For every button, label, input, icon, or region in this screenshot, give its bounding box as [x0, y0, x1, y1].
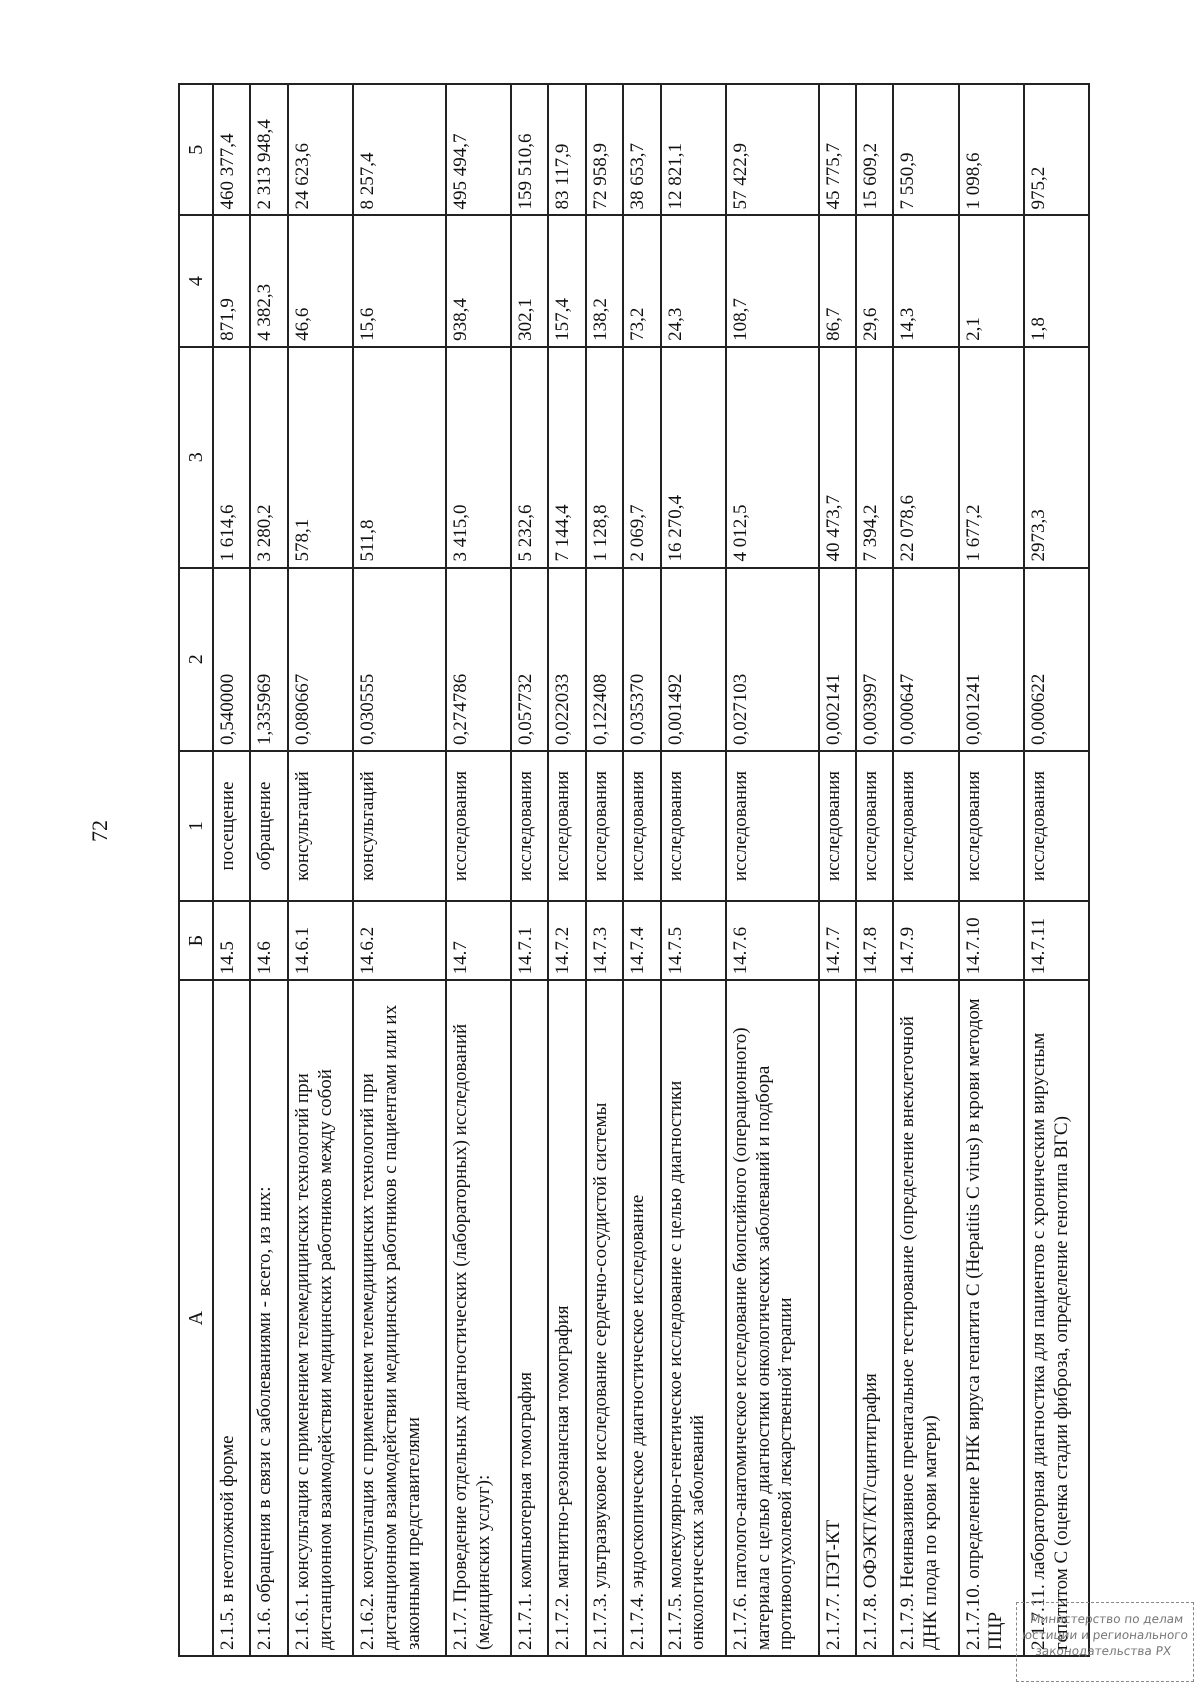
- row-code-cell: 14.7.5: [661, 901, 726, 980]
- row-code-cell: 14.7.8: [856, 901, 893, 980]
- row-value-col4: 302,1: [511, 215, 548, 346]
- row-unit-cell: исследования: [661, 751, 726, 901]
- row-value-col2: 0,027103: [726, 568, 819, 751]
- table-row: [586, 84, 623, 1656]
- row-unit-cell: исследования: [548, 751, 585, 901]
- row-name-cell: 2.1.7.9. Неинвазивное пренатальное тестирование (определение внеклеточной ДНК плода по крови матери): [893, 980, 958, 1656]
- row-name-cell: 2.1.7. Проведение отдельных диагностических (лабораторных) исследований (медицинских услуг):: [446, 980, 511, 1656]
- row-value-col3: 3 280,2: [250, 347, 287, 568]
- row-name-cell: 2.1.7.5. молекулярно-генетическое исследование с целью диагностики онкологических заболеваний: [661, 980, 726, 1656]
- row-code-cell: 14.6.2: [353, 901, 446, 980]
- row-unit-cell: исследования: [959, 751, 1024, 901]
- row-value-col3: 1 128,8: [586, 347, 623, 568]
- row-name-cell: 2.1.6. обращения в связи с заболеваниями - всего, из них:: [250, 980, 287, 1656]
- table-row: [353, 84, 446, 1656]
- row-value-col4: 15,6: [353, 215, 446, 346]
- table-row: [623, 84, 660, 1656]
- row-unit-cell: исследования: [446, 751, 511, 901]
- row-value-col5: 7 550,9: [893, 84, 958, 215]
- row-value-col4: 14,3: [893, 215, 958, 346]
- row-value-col3: 7 394,2: [856, 347, 893, 568]
- row-code-cell: 14.7.7: [819, 901, 856, 980]
- row-value-col5: 2 313 948,4: [250, 84, 287, 215]
- table-row: [726, 84, 819, 1656]
- row-value-col2: 0,122408: [586, 568, 623, 751]
- row-value-col2: 0,000647: [893, 568, 958, 751]
- row-value-col3: 7 144,4: [548, 347, 585, 568]
- page-number: 72: [87, 820, 112, 842]
- row-name-cell: 2.1.7.7. ПЭТ-КТ: [819, 980, 856, 1656]
- registration-stamp: [1016, 1602, 1194, 1682]
- table-row: [213, 84, 250, 1656]
- row-value-col2: 0,030555: [353, 568, 446, 751]
- header-cell-2: 2: [179, 568, 213, 751]
- header-row: [179, 84, 213, 1656]
- table-row: [511, 84, 548, 1656]
- data-table: [178, 83, 1090, 1657]
- row-value-col5: 24 623,6: [288, 84, 353, 215]
- row-value-col2: 0,022033: [548, 568, 585, 751]
- row-code-cell: 14.6.1: [288, 901, 353, 980]
- row-value-col2: 0,002141: [819, 568, 856, 751]
- table-row: [548, 84, 585, 1656]
- row-value-col2: 0,057732: [511, 568, 548, 751]
- stamp-line: Министерство по делам: [1029, 1612, 1184, 1626]
- table-row: [288, 84, 353, 1656]
- row-name-cell: 2.1.7.10. определение РНК вируса гепатита С (Hepatitis C virus) в крови методом ПЦР: [959, 980, 1024, 1656]
- row-value-col5: 15 609,2: [856, 84, 893, 215]
- row-value-col3: 16 270,4: [661, 347, 726, 568]
- row-name-cell: 2.1.5. в неотложной форме: [213, 980, 250, 1656]
- row-unit-cell: посещение: [213, 751, 250, 901]
- row-value-col2: 0,001241: [959, 568, 1024, 751]
- table-row: [1024, 84, 1089, 1656]
- row-value-col5: 8 257,4: [353, 84, 446, 215]
- stamp-line: законодательства РХ: [1034, 1644, 1172, 1659]
- row-value-col3: 1 614,6: [213, 347, 250, 568]
- row-name-cell: 2.1.7.1. компьютерная томография: [511, 980, 548, 1656]
- row-value-col5: 83 117,9: [548, 84, 585, 215]
- row-value-col3: 2 069,7: [623, 347, 660, 568]
- row-value-col4: 46,6: [288, 215, 353, 346]
- row-value-col5: 45 775,7: [819, 84, 856, 215]
- header-cell-4: 4: [179, 215, 213, 346]
- header-cell-5: 5: [179, 84, 213, 215]
- row-value-col4: 138,2: [586, 215, 623, 346]
- row-unit-cell: исследования: [856, 751, 893, 901]
- stamp-text: [1014, 1603, 1197, 1668]
- row-name-cell: 2.1.7.11. лабораторная диагностика для пациентов с хроническим вирусным гепатитом С (оценка стадии фиброза, определение генотипа ВГС): [1024, 980, 1089, 1656]
- row-value-col5: 495 494,7: [446, 84, 511, 215]
- stamp-line: юстиции и регионального: [1021, 1628, 1189, 1643]
- row-value-col5: 12 821,1: [661, 84, 726, 215]
- row-value-col3: 22 078,6: [893, 347, 958, 568]
- row-value-col5: 38 653,7: [623, 84, 660, 215]
- row-code-cell: 14.7.10: [959, 901, 1024, 980]
- table-row: [250, 84, 287, 1656]
- table-body: [213, 84, 1089, 1656]
- table-container: [178, 83, 1090, 1657]
- row-unit-cell: обращение: [250, 751, 287, 901]
- row-value-col2: 0,001492: [661, 568, 726, 751]
- row-value-col3: 4 012,5: [726, 347, 819, 568]
- row-name-cell: 2.1.7.3. ультразвуковое исследование сердечно-сосудистой системы: [586, 980, 623, 1656]
- row-value-col4: 86,7: [819, 215, 856, 346]
- row-name-cell: 2.1.7.6. патолого-анатомическое исследование биопсийного (операционного) материала с целью диагностики онкологических заболеваний и подбора противоопухолевой лекарственной терапии: [726, 980, 819, 1656]
- row-code-cell: 14.7.1: [511, 901, 548, 980]
- row-value-col2: 1,335969: [250, 568, 287, 751]
- row-code-cell: 14.7.6: [726, 901, 819, 980]
- row-code-cell: 14.7.3: [586, 901, 623, 980]
- row-unit-cell: исследования: [511, 751, 548, 901]
- row-name-cell: 2.1.6.1. консультация с применением телемедицинских технологий при дистанционном взаимодействии медицинских работников между собой: [288, 980, 353, 1656]
- row-value-col3: 511,8: [353, 347, 446, 568]
- row-code-cell: 14.7.11: [1024, 901, 1089, 980]
- row-value-col3: 40 473,7: [819, 347, 856, 568]
- header-cell-3: 3: [179, 347, 213, 568]
- row-unit-cell: консультаций: [288, 751, 353, 901]
- row-value-col5: 1 098,6: [959, 84, 1024, 215]
- row-value-col2: 0,080667: [288, 568, 353, 751]
- row-unit-cell: исследования: [893, 751, 958, 901]
- row-code-cell: 14.7: [446, 901, 511, 980]
- header-cell-a: А: [179, 980, 213, 1656]
- row-unit-cell: исследования: [1024, 751, 1089, 901]
- row-code-cell: 14.6: [250, 901, 287, 980]
- row-code-cell: 14.7.2: [548, 901, 585, 980]
- row-unit-cell: исследования: [586, 751, 623, 901]
- row-unit-cell: исследования: [623, 751, 660, 901]
- row-value-col5: 975,2: [1024, 84, 1089, 215]
- row-value-col2: 0,000622: [1024, 568, 1089, 751]
- row-value-col4: 1,8: [1024, 215, 1089, 346]
- row-value-col4: 938,4: [446, 215, 511, 346]
- row-value-col4: 24,3: [661, 215, 726, 346]
- row-value-col4: 29,6: [856, 215, 893, 346]
- row-code-cell: 14.7.9: [893, 901, 958, 980]
- row-value-col4: 73,2: [623, 215, 660, 346]
- row-unit-cell: исследования: [819, 751, 856, 901]
- table-row: [856, 84, 893, 1656]
- row-value-col3: 2973,3: [1024, 347, 1089, 568]
- table-row: [661, 84, 726, 1656]
- row-name-cell: 2.1.6.2. консультация с применением телемедицинских технологий при дистанционном взаимодействии медицинских работников с пациентами или их законными представителями: [353, 980, 446, 1656]
- row-value-col2: 0,540000: [213, 568, 250, 751]
- row-value-col4: 4 382,3: [250, 215, 287, 346]
- row-name-cell: 2.1.7.8. ОФЭКТ/КТ/сцинтиграфия: [856, 980, 893, 1656]
- row-value-col2: 0,035370: [623, 568, 660, 751]
- table-row: [446, 84, 511, 1656]
- row-value-col5: 72 958,9: [586, 84, 623, 215]
- row-code-cell: 14.5: [213, 901, 250, 980]
- row-value-col4: 157,4: [548, 215, 585, 346]
- row-value-col5: 159 510,6: [511, 84, 548, 215]
- row-value-col3: 3 415,0: [446, 347, 511, 568]
- rotated-table-frame: [178, 83, 1090, 1657]
- row-value-col3: 578,1: [288, 347, 353, 568]
- header-cell-1: 1: [179, 751, 213, 901]
- row-value-col3: 5 232,6: [511, 347, 548, 568]
- row-unit-cell: консультаций: [353, 751, 446, 901]
- row-value-col4: 2,1: [959, 215, 1024, 346]
- row-value-col3: 1 677,2: [959, 347, 1024, 568]
- row-value-col5: 460 377,4: [213, 84, 250, 215]
- table-row: [819, 84, 856, 1656]
- row-value-col5: 57 422,9: [726, 84, 819, 215]
- row-value-col4: 871,9: [213, 215, 250, 346]
- row-code-cell: 14.7.4: [623, 901, 660, 980]
- row-unit-cell: исследования: [726, 751, 819, 901]
- row-value-col2: 0,003997: [856, 568, 893, 751]
- table-row: [893, 84, 958, 1656]
- row-value-col2: 0,274786: [446, 568, 511, 751]
- row-name-cell: 2.1.7.4. эндоскопическое диагностическое исследование: [623, 980, 660, 1656]
- table-row: [959, 84, 1024, 1656]
- row-value-col4: 108,7: [726, 215, 819, 346]
- header-cell-b: Б: [179, 901, 213, 980]
- row-name-cell: 2.1.7.2. магнитно-резонансная томография: [548, 980, 585, 1656]
